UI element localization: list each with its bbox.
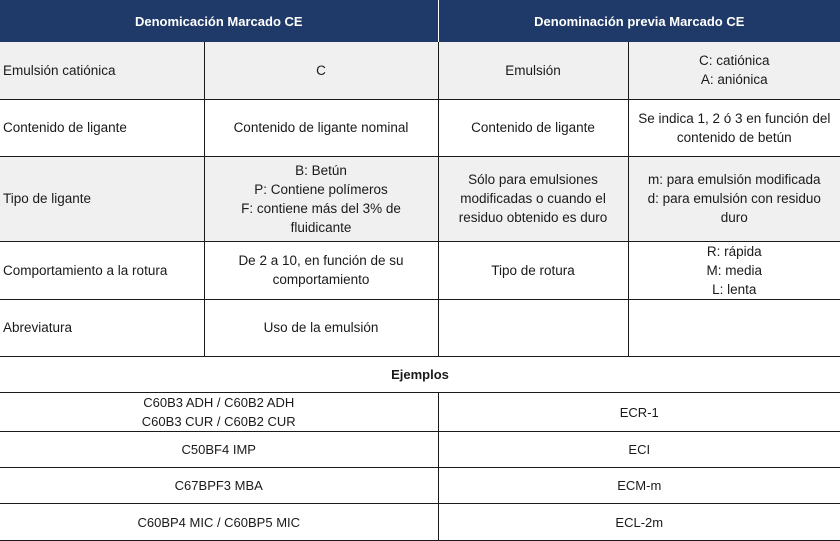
example-code-line: C67BPF3 MBA (6, 476, 432, 495)
cell-col-1: Tipo de ligante (0, 156, 204, 241)
example-row (0, 393, 840, 432)
cell-col-4 (628, 42, 840, 99)
cell-line: residuo obtenido es duro (445, 208, 622, 227)
example-code-line: C60B3 CUR / C60B2 CUR (6, 412, 432, 431)
row-breaking-behaviour (0, 241, 840, 299)
cell-line: Tipo de rotura (445, 261, 622, 280)
cell-col-2 (204, 241, 438, 299)
cell-line: De 2 a 10, en función de su (211, 251, 432, 270)
examples-table (0, 357, 840, 541)
cell-line: F: contiene más del 3% de fluidicante (211, 199, 432, 237)
cell-line: Contenido de ligante nominal (211, 118, 432, 137)
example-row (0, 468, 840, 504)
cell-col-3 (438, 156, 628, 241)
cell-col-2 (204, 99, 438, 156)
example-code-line: C50BF4 IMP (6, 440, 432, 459)
example-previous-code: ECL-2m (438, 504, 840, 541)
cell-col-3 (438, 99, 628, 156)
cell-col-3 (438, 42, 628, 99)
header-row (0, 0, 840, 42)
cell-line: comportamiento (211, 270, 432, 289)
cell-line: Se indica 1, 2 ó 3 en función del (635, 109, 835, 128)
cell-line: contenido de betún (635, 128, 835, 147)
examples-title: Ejemplos (0, 357, 840, 393)
example-ce-code (0, 432, 438, 468)
cell-line: A: aniónica (635, 70, 835, 89)
cell-col-1: Emulsión catiónica (0, 42, 204, 99)
cell-line: modificadas o cuando el (445, 189, 622, 208)
cell-col-4 (628, 156, 840, 241)
cell-line: d: para emulsión con residuo duro (635, 189, 835, 227)
example-previous-code: ECM-m (438, 468, 840, 504)
cell-col-1: Comportamiento a la rotura (0, 241, 204, 299)
cell-line: Sólo para emulsiones (445, 170, 622, 189)
cell-col-3 (438, 241, 628, 299)
cell-col-1: Abreviatura (0, 299, 204, 356)
row-binder-type (0, 156, 840, 241)
cell-line: Emulsión (445, 61, 622, 80)
header-previous-ce-marking: Denominación previa Marcado CE (438, 0, 840, 42)
example-row (0, 504, 840, 541)
cell-col-2 (204, 299, 438, 356)
row-emulsion (0, 42, 840, 99)
example-code-line: C60BP4 MIC / C60BP5 MIC (6, 513, 432, 532)
cell-col-4 (628, 241, 840, 299)
example-ce-code (0, 393, 438, 432)
cell-line: B: Betún (211, 161, 432, 180)
cell-line: M: media (635, 261, 835, 280)
example-ce-code (0, 468, 438, 504)
row-binder-content (0, 99, 840, 156)
example-row (0, 432, 840, 468)
cell-line: Contenido de ligante (445, 118, 622, 137)
cell-line: C: catiónica (635, 51, 835, 70)
cell-col-3 (438, 299, 628, 356)
examples-title-row (0, 357, 840, 393)
cell-line: m: para emulsión modificada (635, 170, 835, 189)
cell-line: Uso de la emulsión (211, 318, 432, 337)
cell-line: R: rápida (635, 242, 835, 261)
cell-col-2 (204, 42, 438, 99)
example-ce-code (0, 504, 438, 541)
example-previous-code: ECR-1 (438, 393, 840, 432)
cell-col-1: Contenido de ligante (0, 99, 204, 156)
row-abbreviation (0, 299, 840, 356)
cell-col-4 (628, 99, 840, 156)
cell-line: L: lenta (635, 280, 835, 299)
header-ce-marking: Denomicación Marcado CE (0, 0, 438, 42)
cell-col-4 (628, 299, 840, 356)
example-previous-code: ECI (438, 432, 840, 468)
cell-line: P: Contiene polímeros (211, 180, 432, 199)
cell-col-2 (204, 156, 438, 241)
cell-line: C (211, 61, 432, 80)
example-code-line: C60B3 ADH / C60B2 ADH (6, 393, 432, 412)
